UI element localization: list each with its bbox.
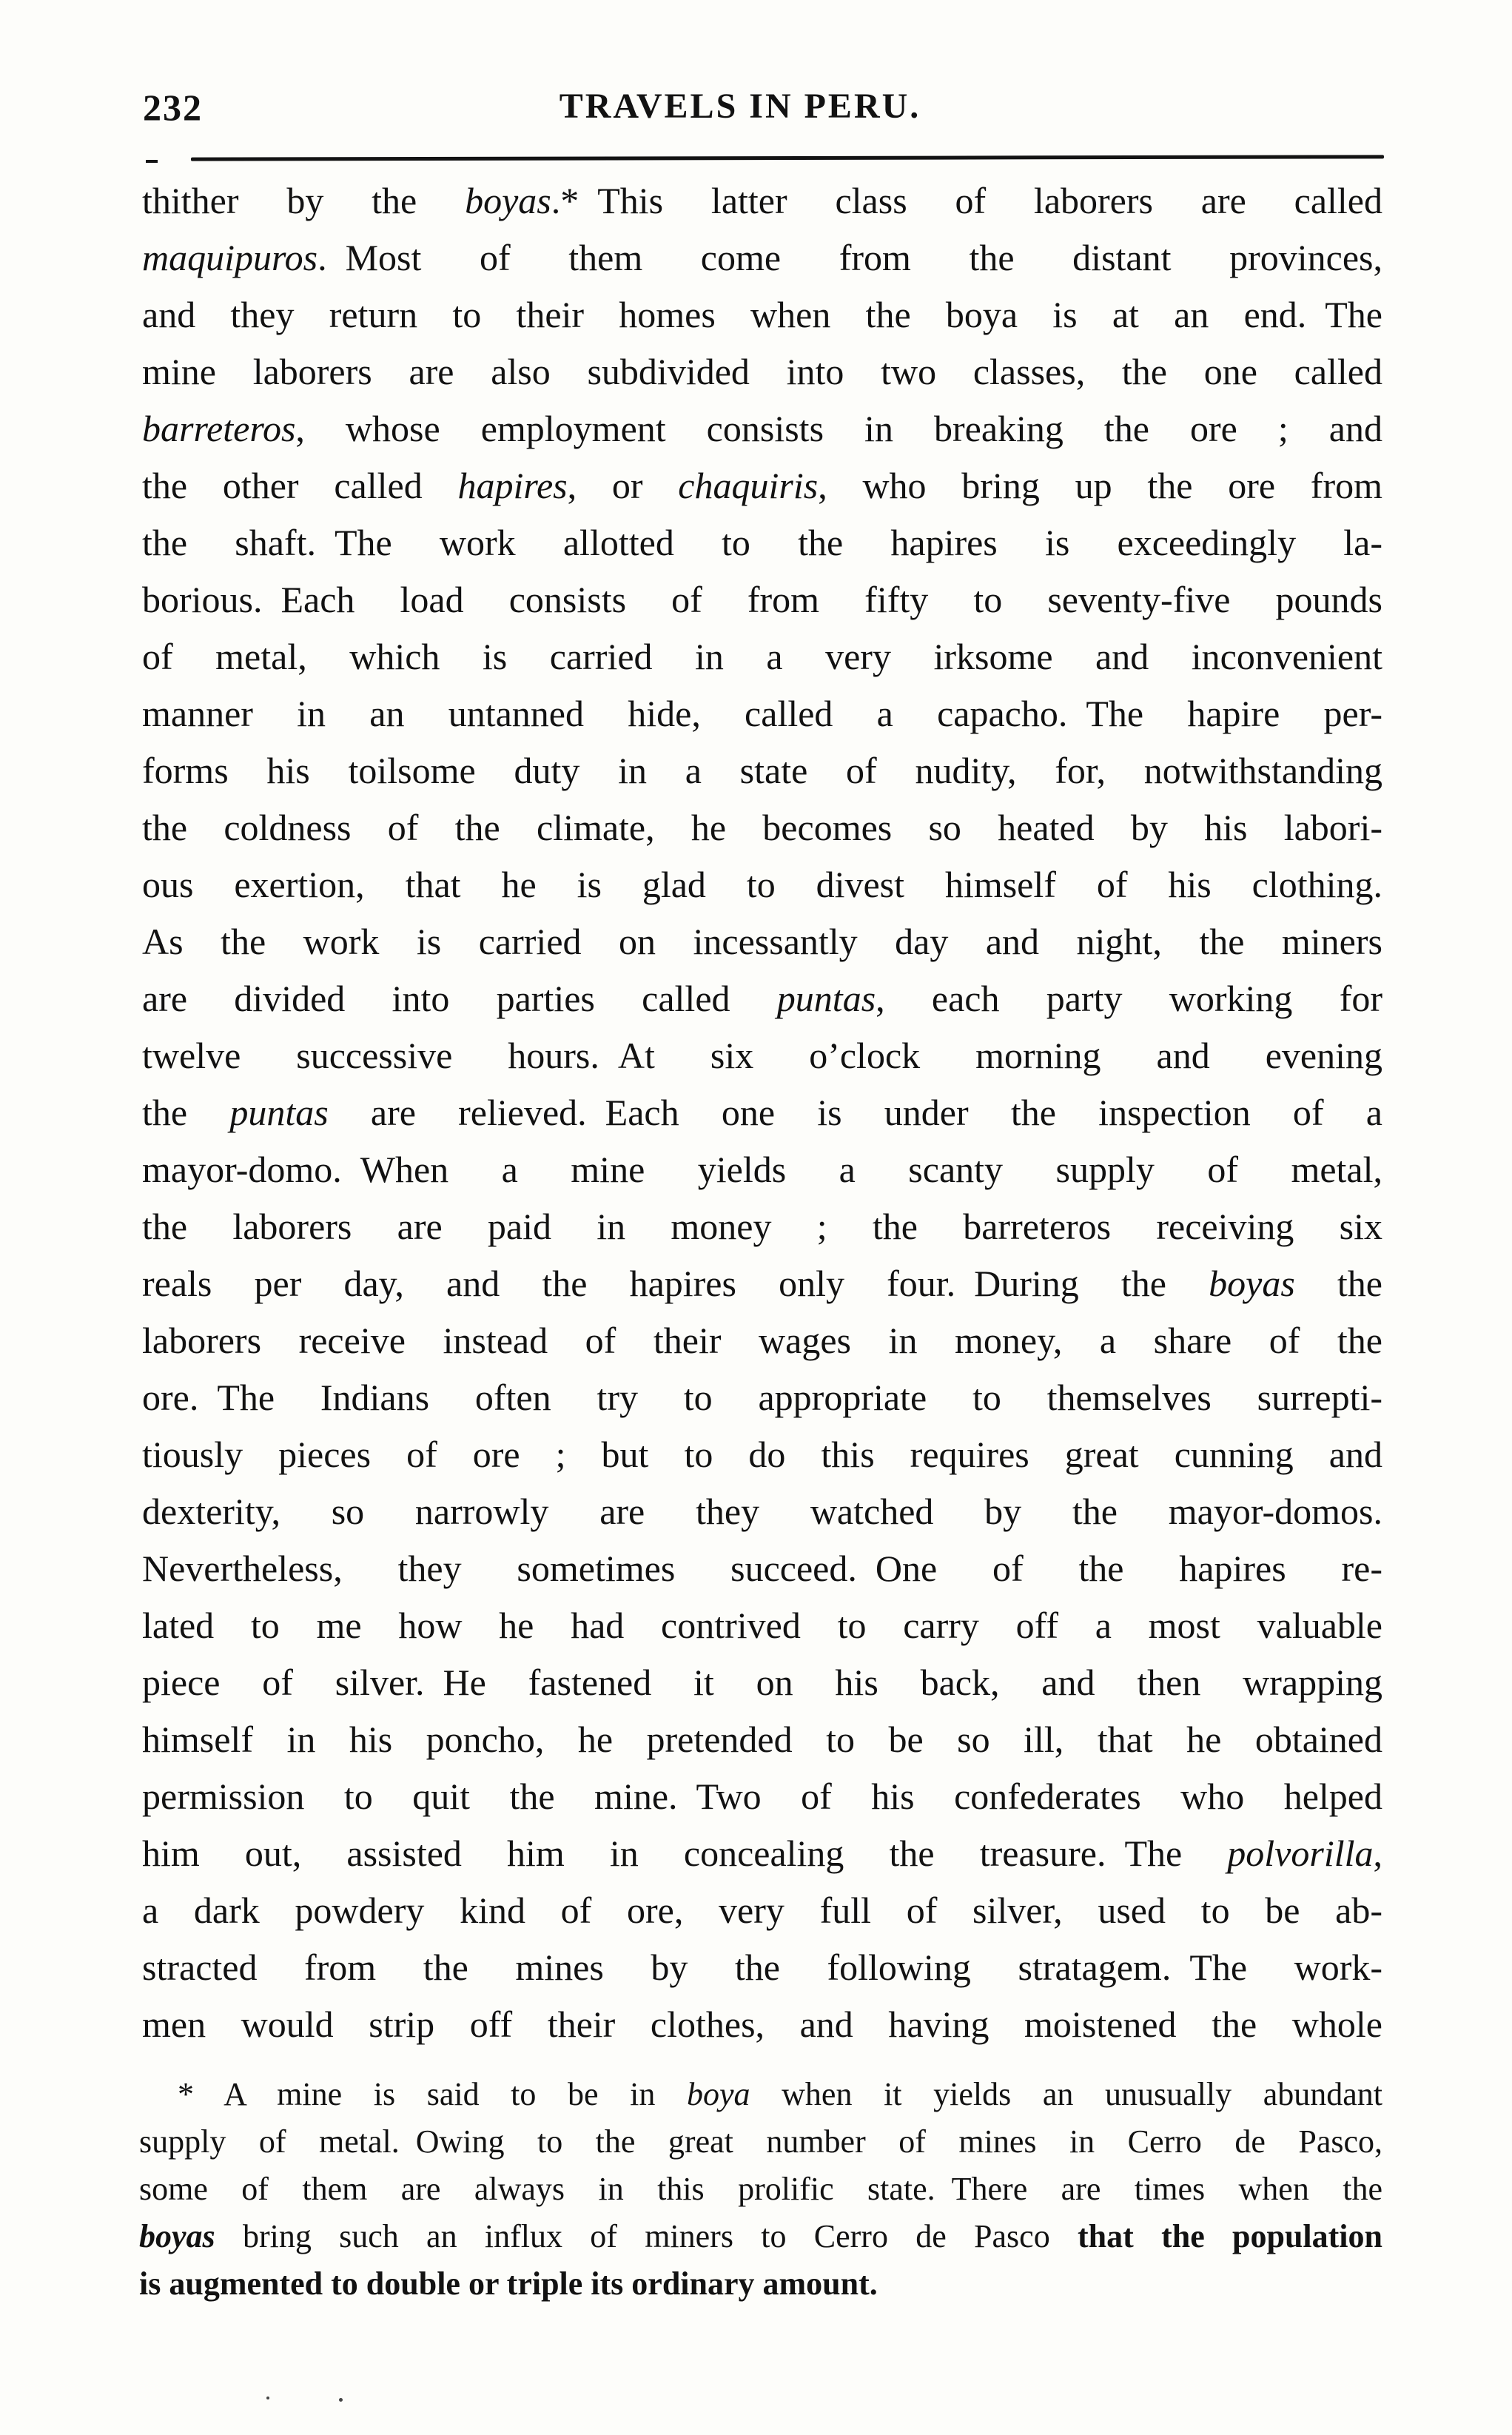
text-segment: permission to quit the mine. Two of his confederates who helped xyxy=(142,1776,1382,1817)
text-segment: forms his toilsome duty in a state of nudity, for, notwithstanding xyxy=(142,750,1382,791)
text-segment: * A mine is said to be in xyxy=(178,2076,688,2112)
body-text-line xyxy=(142,1939,1382,1996)
text-segment: , or xyxy=(567,465,679,506)
body-text-line xyxy=(142,799,1382,856)
text-segment: is augmented to double or triple its ordinary amount. xyxy=(139,2266,878,2302)
body-text-line xyxy=(142,571,1382,628)
body-text-line xyxy=(142,1198,1382,1255)
text-segment: maquipuros xyxy=(142,237,318,278)
text-segment: of metal, which is carried in a very irksome and inconvenient xyxy=(142,636,1382,677)
text-segment: boya xyxy=(687,2076,750,2112)
text-segment: hapires xyxy=(457,465,568,506)
page-number: 232 xyxy=(143,87,203,128)
text-segment: Nevertheless, they sometimes succeed. One of the hapires re- xyxy=(142,1548,1382,1589)
body-text-line xyxy=(142,1027,1382,1084)
text-segment: , who bring up the ore from xyxy=(818,465,1382,506)
body-text-line xyxy=(142,457,1382,514)
text-segment: , whose employment consists in breaking the ore ; and xyxy=(295,408,1382,449)
footnote-line xyxy=(139,2071,1382,2118)
body-text-line xyxy=(142,1711,1382,1768)
body-text-line xyxy=(142,913,1382,970)
scan-speck xyxy=(266,2397,269,2399)
footnote-line xyxy=(139,2260,1382,2308)
margin-dash-mark xyxy=(146,160,158,163)
text-segment: the laborers are paid in money ; the barreteros receiving six xyxy=(142,1206,1382,1247)
text-segment: laborers receive instead of their wages in money, a share of the xyxy=(142,1320,1382,1361)
text-segment: polvorilla xyxy=(1227,1833,1374,1874)
body-text xyxy=(142,172,1382,2053)
footnote-line xyxy=(139,2166,1382,2213)
body-text-line xyxy=(142,1369,1382,1426)
text-segment: boyas xyxy=(465,180,551,221)
footnote xyxy=(139,2071,1382,2308)
text-segment: tiously pieces of ore ; but to do this requires great cunning and xyxy=(142,1434,1382,1475)
text-segment: bring such an influx of miners to Cerro de Pasco xyxy=(215,2218,1078,2254)
text-segment: boyas xyxy=(139,2218,215,2254)
text-segment: are relieved. Each one is under the inspection of a xyxy=(328,1092,1382,1133)
text-segment: ous exertion, that he is glad to divest himself of his clothing. xyxy=(142,864,1382,905)
text-segment: twelve successive hours. At six o’clock morning and evening xyxy=(142,1035,1382,1076)
text-segment: boyas xyxy=(1209,1263,1295,1304)
text-segment: a dark powdery kind of ore, very full of silver, used to be ab- xyxy=(142,1890,1382,1931)
text-segment: puntas xyxy=(776,978,876,1019)
text-segment: dexterity, so narrowly are they watched by the mayor-domos. xyxy=(142,1491,1382,1532)
body-text-line xyxy=(142,1255,1382,1312)
text-segment: mine laborers are also subdivided into two classes, the one called xyxy=(142,351,1382,392)
text-segment: the xyxy=(1294,1263,1382,1304)
text-segment: .* This latter class of laborers are called xyxy=(551,180,1382,221)
text-segment: supply of metal. Owing to the great number of mines in Cerro de Pasco, xyxy=(139,2123,1382,2160)
text-segment: when it yields an unusually abundant xyxy=(750,2076,1382,2112)
body-text-line xyxy=(142,286,1382,343)
text-segment: mayor-domo. When a mine yields a scanty supply of metal, xyxy=(142,1149,1382,1190)
scan-speck xyxy=(339,2398,343,2402)
body-text-line xyxy=(142,1882,1382,1939)
body-text-line xyxy=(142,343,1382,400)
body-text-line xyxy=(142,970,1382,1027)
header-rule xyxy=(191,155,1384,161)
text-segment: piece of silver. He fastened it on his back, and then wrapping xyxy=(142,1662,1382,1703)
body-text-line xyxy=(142,685,1382,742)
running-title: TRAVELS IN PERU. xyxy=(559,87,921,126)
body-text-line xyxy=(142,1141,1382,1198)
text-segment: the xyxy=(142,1092,230,1133)
body-text-line xyxy=(142,628,1382,685)
text-segment: that the population xyxy=(1078,2218,1382,2254)
text-segment: the coldness of the climate, he becomes so heated by his labori- xyxy=(142,807,1382,848)
text-segment: himself in his poncho, he pretended to be so ill, that he obtained xyxy=(142,1719,1382,1760)
body-text-line xyxy=(142,1597,1382,1654)
text-segment: and they return to their homes when the boya is at an end. The xyxy=(142,294,1382,335)
footnote-line xyxy=(139,2118,1382,2166)
text-segment: some of them are always in this prolific state. There are times when the xyxy=(139,2171,1382,2207)
body-text-line xyxy=(142,1540,1382,1597)
body-text-line xyxy=(142,1426,1382,1483)
text-segment: manner in an untanned hide, called a capacho. The hapire per- xyxy=(142,693,1382,734)
text-segment: lated to me how he had contrived to carry off a most valuable xyxy=(142,1605,1382,1646)
text-segment: , each party working for xyxy=(876,978,1383,1019)
body-text-line xyxy=(142,1654,1382,1711)
body-text-line xyxy=(142,172,1382,229)
text-segment: reals per day, and the hapires only four. During the xyxy=(142,1263,1209,1304)
text-segment: puntas xyxy=(229,1092,329,1133)
text-segment: him out, assisted him in concealing the treasure. The xyxy=(142,1833,1228,1874)
text-segment: the other called xyxy=(142,465,458,506)
text-segment: the shaft. The work allotted to the hapires is exceedingly la- xyxy=(142,522,1382,563)
body-text-line xyxy=(142,1768,1382,1825)
body-text-line xyxy=(142,742,1382,799)
body-text-line xyxy=(142,514,1382,571)
text-segment: . Most of them come from the distant provinces, xyxy=(317,237,1382,278)
body-text-line xyxy=(142,1084,1382,1141)
text-segment: thither by the xyxy=(142,180,466,221)
body-text-line xyxy=(142,1825,1382,1882)
text-segment: , xyxy=(1373,1833,1382,1874)
body-text-line xyxy=(142,1483,1382,1540)
text-segment: borious. Each load consists of from fifty to seventy-five pounds xyxy=(142,579,1382,620)
body-text-line xyxy=(142,400,1382,457)
text-segment: are divided into parties called xyxy=(142,978,777,1019)
body-text-line xyxy=(142,1312,1382,1369)
body-text-line xyxy=(142,856,1382,913)
text-segment: men would strip off their clothes, and having moistened the whole xyxy=(142,2004,1382,2045)
text-segment: barreteros xyxy=(142,408,296,449)
text-segment: chaquiris xyxy=(678,465,819,506)
text-segment: ore. The Indians often try to appropriate to themselves surrepti- xyxy=(142,1377,1382,1418)
body-text-line xyxy=(142,1996,1382,2053)
text-segment: As the work is carried on incessantly day and night, the miners xyxy=(142,921,1382,962)
body-text-line xyxy=(142,229,1382,286)
footnote-line xyxy=(139,2213,1382,2260)
text-segment: stracted from the mines by the following stratagem. The work- xyxy=(142,1947,1382,1988)
